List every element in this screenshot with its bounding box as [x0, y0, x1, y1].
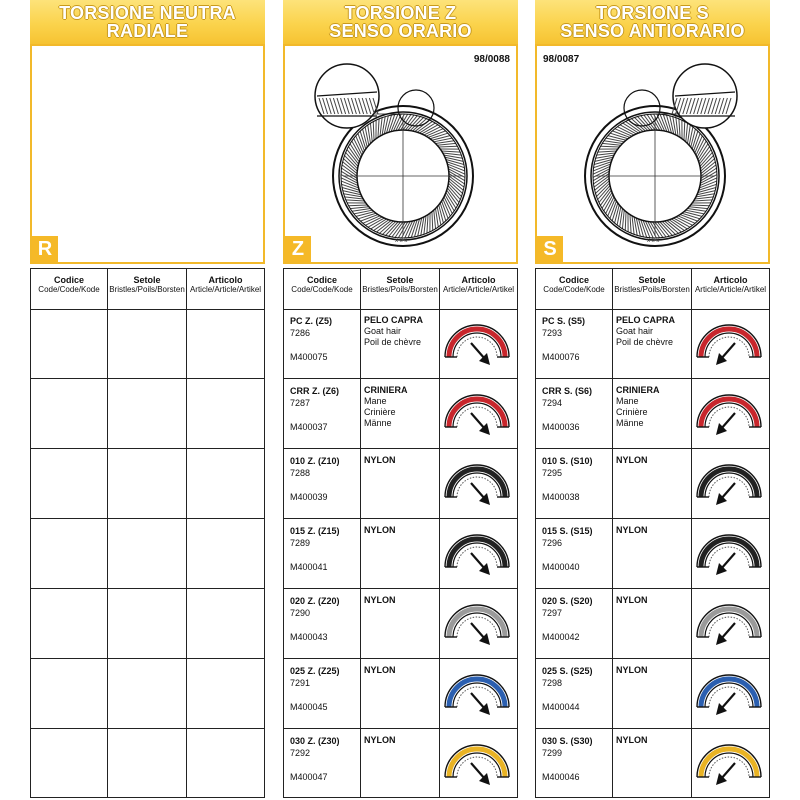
- product-m-code: M400040: [542, 562, 580, 572]
- table-row: [31, 519, 264, 589]
- product-code: PC S. (S5): [542, 316, 586, 326]
- header-cell-col1: [536, 275, 612, 295]
- header-cell-col3: [692, 275, 769, 295]
- product-number: 7292: [290, 748, 311, 758]
- brush-article-icon: [694, 525, 764, 583]
- header-title: Codice: [306, 275, 337, 285]
- brush-article-icon: [694, 455, 764, 513]
- svg-text:x x x: x x x: [647, 238, 660, 244]
- product-table: [30, 268, 265, 798]
- diagram-code-number: 98/0088: [473, 54, 510, 65]
- bristle-cell: [364, 665, 396, 676]
- column-title-line2: RADIALE: [106, 21, 189, 41]
- header-subtitle: Bristles/Poils/Borsten: [109, 285, 185, 294]
- table-row: [536, 519, 769, 589]
- diagram-panel: [30, 44, 265, 264]
- column-header-banner: [535, 0, 770, 44]
- header-subtitle: Bristles/Poils/Borsten: [362, 285, 438, 294]
- header-cell-col3: [187, 275, 264, 295]
- table-row: [536, 379, 769, 449]
- bristle-translation: Crinière: [364, 407, 396, 417]
- bristle-translation: Poil de chèvre: [364, 337, 422, 347]
- table-row: [31, 449, 264, 519]
- table-row: [31, 379, 264, 449]
- product-table: [535, 268, 770, 798]
- table-row: [536, 309, 769, 379]
- column-header-banner: [283, 0, 518, 44]
- brush-article-icon: [442, 595, 512, 653]
- torsion-letter-badge: R: [32, 236, 58, 262]
- bristle-name: NYLON: [364, 735, 396, 745]
- brush-article-icon: [442, 455, 512, 513]
- code-cell: [290, 455, 340, 503]
- table-row: [536, 449, 769, 519]
- product-m-code: M400036: [542, 422, 580, 432]
- bristle-name: NYLON: [616, 455, 648, 465]
- product-code: 015 S. (S15): [542, 526, 593, 536]
- bristle-name: NYLON: [616, 735, 648, 745]
- product-table: [283, 268, 518, 798]
- product-number: 7298: [542, 678, 563, 688]
- table-row: [284, 309, 517, 379]
- table-row: [284, 449, 517, 519]
- column-header-banner: [30, 0, 265, 44]
- product-number: 7288: [290, 468, 311, 478]
- product-m-code: M400046: [542, 772, 580, 782]
- bristle-translation: Männe: [364, 418, 392, 428]
- torsion-letter-badge: Z: [285, 236, 311, 262]
- header-subtitle: Article/Article/Artikel: [694, 285, 767, 294]
- column-title-line2: SENSO ANTIORARIO: [560, 21, 745, 41]
- bristle-name: NYLON: [616, 665, 648, 675]
- header-cell-col2: [108, 275, 186, 295]
- header-cell-col1: [284, 275, 360, 295]
- bristle-translation: Goat hair: [616, 326, 654, 336]
- product-code: CRR Z. (Z6): [290, 386, 339, 396]
- bristle-name: CRINIERA: [616, 385, 660, 395]
- table-row: [284, 729, 517, 799]
- code-cell: [290, 665, 340, 713]
- product-m-code: M400041: [290, 562, 328, 572]
- code-cell: [290, 735, 340, 783]
- code-cell: [290, 315, 332, 363]
- product-number: 7290: [290, 608, 311, 618]
- bristle-name: NYLON: [364, 525, 396, 535]
- table-row: [284, 589, 517, 659]
- header-title: Codice: [558, 275, 589, 285]
- brush-article-icon: [694, 315, 764, 373]
- product-number: 7293: [542, 328, 563, 338]
- product-number: 7297: [542, 608, 563, 618]
- product-code: 030 S. (S30): [542, 736, 593, 746]
- bristle-translation: Mane: [364, 396, 387, 406]
- product-m-code: M400038: [542, 492, 580, 502]
- table-header: [284, 269, 517, 310]
- header-subtitle: Bristles/Poils/Borsten: [614, 285, 690, 294]
- bristle-translation: Goat hair: [364, 326, 402, 336]
- header-cell-col1: [31, 275, 107, 295]
- product-code: 010 Z. (Z10): [290, 456, 340, 466]
- diagram-panel: [535, 44, 770, 264]
- product-number: 7289: [290, 538, 311, 548]
- header-subtitle: Code/Code/Kode: [291, 285, 353, 294]
- bristle-name: NYLON: [364, 455, 396, 465]
- brush-article-icon: [694, 665, 764, 723]
- bristle-translation: Poil de chèvre: [616, 337, 674, 347]
- column-title-line1: TORSIONE S: [596, 3, 709, 23]
- product-m-code: M400045: [290, 702, 328, 712]
- bristle-cell: [616, 735, 648, 746]
- table-row: [31, 309, 264, 379]
- product-number: 7294: [542, 398, 563, 408]
- product-m-code: M400047: [290, 772, 328, 782]
- bristle-translation: Mane: [616, 396, 639, 406]
- code-cell: [290, 595, 340, 643]
- bristle-name: NYLON: [616, 525, 648, 535]
- table-row: [284, 659, 517, 729]
- bristle-cell: [616, 665, 648, 676]
- product-code: 030 Z. (Z30): [290, 736, 340, 746]
- product-m-code: M400044: [542, 702, 580, 712]
- product-m-code: M400042: [542, 632, 580, 642]
- bristle-cell: [364, 735, 396, 746]
- product-number: 7299: [542, 748, 563, 758]
- diagram-panel: [283, 44, 518, 264]
- header-cell-col2: [361, 275, 439, 295]
- bristle-name: PELO CAPRA: [364, 315, 424, 325]
- product-code: 015 Z. (Z15): [290, 526, 340, 536]
- header-title: Codice: [53, 275, 84, 285]
- bristle-cell: [616, 455, 648, 466]
- header-title: Articolo: [208, 275, 243, 285]
- brush-article-icon: [442, 385, 512, 443]
- product-number: 7286: [290, 328, 311, 338]
- product-m-code: M400039: [290, 492, 328, 502]
- column-title-line2: SENSO ORARIO: [329, 21, 472, 41]
- brush-article-icon: [694, 385, 764, 443]
- svg-text:x x x: x x x: [395, 238, 408, 244]
- table-row: [536, 659, 769, 729]
- code-cell: [542, 315, 585, 363]
- product-number: 7295: [542, 468, 563, 478]
- code-cell: [542, 455, 593, 503]
- bristle-cell: [364, 455, 396, 466]
- header-subtitle: Article/Article/Artikel: [442, 285, 515, 294]
- bristle-cell: [364, 525, 396, 536]
- column-title-line1: TORSIONE Z: [344, 3, 457, 23]
- table-row: [31, 729, 264, 799]
- code-cell: [542, 525, 593, 573]
- brush-article-icon: [694, 595, 764, 653]
- code-cell: [542, 735, 593, 783]
- header-title: Setole: [133, 275, 161, 285]
- code-cell: [290, 385, 339, 433]
- code-cell: [542, 665, 593, 713]
- code-cell: [290, 525, 340, 573]
- diagram-code-number: 98/0087: [543, 54, 580, 65]
- table-row: [284, 519, 517, 589]
- table-row: [31, 659, 264, 729]
- product-number: 7296: [542, 538, 563, 548]
- bristle-cell: [616, 525, 648, 536]
- header-cell-col2: [613, 275, 691, 295]
- bristle-cell: [616, 595, 648, 606]
- product-code: PC Z. (Z5): [290, 316, 332, 326]
- bristle-name: NYLON: [364, 665, 396, 675]
- column-title-line1: TORSIONE NEUTRA: [59, 3, 236, 23]
- brush-article-icon: [442, 315, 512, 373]
- product-m-code: M400037: [290, 422, 328, 432]
- bristle-name: NYLON: [364, 595, 396, 605]
- header-title: Setole: [386, 275, 414, 285]
- code-cell: [542, 595, 593, 643]
- brush-article-icon: [442, 665, 512, 723]
- brush-article-icon: [442, 735, 512, 793]
- header-subtitle: Code/Code/Kode: [543, 285, 605, 294]
- brush-article-icon: [442, 525, 512, 583]
- header-title: Setole: [638, 275, 666, 285]
- brush-article-icon: [694, 735, 764, 793]
- code-cell: [542, 385, 592, 433]
- bristle-cell: [616, 315, 675, 348]
- table-row: [31, 589, 264, 659]
- product-m-code: M400043: [290, 632, 328, 642]
- bristle-translation: Crinière: [616, 407, 648, 417]
- product-number: 7291: [290, 678, 311, 688]
- brush-ring-diagram: [285, 46, 516, 262]
- product-code: CRR S. (S6): [542, 386, 593, 396]
- bristle-translation: Männe: [616, 418, 644, 428]
- bristle-cell: [364, 595, 396, 606]
- product-code: 025 Z. (Z25): [290, 666, 340, 676]
- bristle-cell: [364, 385, 408, 429]
- bristle-cell: [616, 385, 660, 429]
- bristle-cell: [364, 315, 423, 348]
- table-row: [536, 589, 769, 659]
- product-number: 7287: [290, 398, 311, 408]
- product-m-code: M400076: [542, 352, 580, 362]
- table-row: [536, 729, 769, 799]
- header-title: Articolo: [713, 275, 748, 285]
- table-header: [31, 269, 264, 310]
- product-code: 020 S. (S20): [542, 596, 593, 606]
- product-code: 010 S. (S10): [542, 456, 593, 466]
- product-m-code: M400075: [290, 352, 328, 362]
- table-header: [536, 269, 769, 310]
- product-code: 025 S. (S25): [542, 666, 593, 676]
- torsion-letter-badge: S: [537, 236, 563, 262]
- bristle-name: CRINIERA: [364, 385, 408, 395]
- header-subtitle: Article/Article/Artikel: [189, 285, 262, 294]
- bristle-name: PELO CAPRA: [616, 315, 676, 325]
- header-subtitle: Code/Code/Kode: [38, 285, 100, 294]
- header-title: Articolo: [461, 275, 496, 285]
- bristle-name: NYLON: [616, 595, 648, 605]
- product-code: 020 Z. (Z20): [290, 596, 340, 606]
- table-row: [284, 379, 517, 449]
- header-cell-col3: [440, 275, 517, 295]
- brush-ring-diagram: [537, 46, 768, 262]
